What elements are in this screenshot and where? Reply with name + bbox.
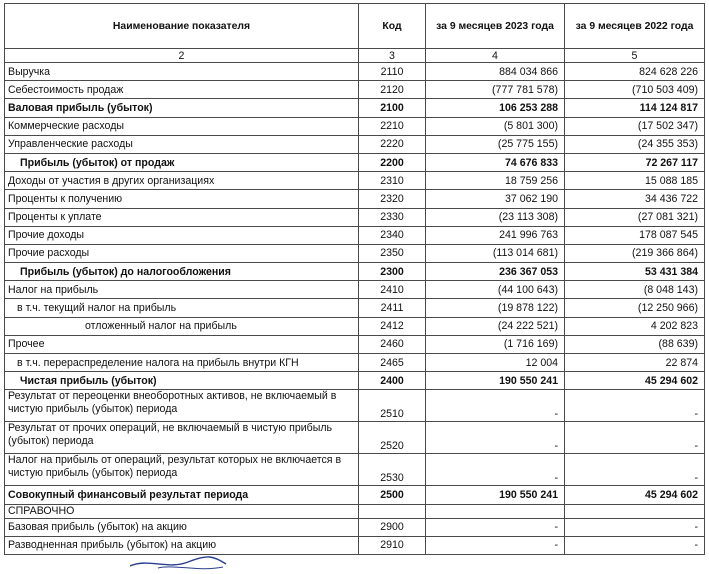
- row-value-2022: 178 087 545: [565, 226, 705, 244]
- row-value-2022: 45 294 602: [565, 486, 705, 504]
- row-value-2022: -: [565, 390, 705, 422]
- row-name: Налог на прибыль от операций, результат которых не включается в чистую прибыль (убыток) периода: [5, 454, 359, 486]
- row-name: Совокупный финансовый результат периода: [5, 486, 359, 504]
- row-name: Разводненная прибыль (убыток) на акцию: [5, 536, 359, 554]
- row-value-2022: (24 355 353): [565, 135, 705, 153]
- table-row: [5, 504, 705, 518]
- row-name: Управленческие расходы: [5, 135, 359, 153]
- row-code: 2310: [359, 172, 426, 190]
- row-value-2022: 34 436 722: [565, 190, 705, 208]
- row-name: Результат от прочих операций, не включаемый в чистую прибыль (убыток) периода: [5, 422, 359, 454]
- row-name: Прочее: [5, 335, 359, 353]
- income-statement-table: [4, 3, 705, 555]
- table-row: [5, 99, 705, 117]
- row-name: СПРАВОЧНО: [5, 504, 359, 518]
- row-value-2022: -: [565, 536, 705, 554]
- row-value-2023: 18 759 256: [426, 172, 565, 190]
- row-code: 2412: [359, 317, 426, 335]
- row-code: 2910: [359, 536, 426, 554]
- row-value-2023: (24 222 521): [426, 317, 565, 335]
- row-value-2022: 72 267 117: [565, 153, 705, 171]
- row-name: в т.ч. перераспределение налога на прибыль внутри КГН: [5, 354, 359, 372]
- row-value-2023: [426, 504, 565, 518]
- row-code: 2120: [359, 81, 426, 99]
- row-value-2023: (5 801 300): [426, 117, 565, 135]
- row-code: 2300: [359, 263, 426, 281]
- row-value-2022: (27 081 321): [565, 208, 705, 226]
- table-row: [5, 117, 705, 135]
- row-code: 2210: [359, 117, 426, 135]
- table-row: [5, 299, 705, 317]
- table-row: [5, 422, 705, 454]
- table-row: [5, 172, 705, 190]
- row-code: 2410: [359, 281, 426, 299]
- row-code: 2350: [359, 244, 426, 262]
- row-value-2022: 45 294 602: [565, 372, 705, 390]
- table-row: [5, 81, 705, 99]
- row-name: Доходы от участия в других организациях: [5, 172, 359, 190]
- row-value-2023: 74 676 833: [426, 153, 565, 171]
- table-row: [5, 390, 705, 422]
- row-value-2022: 15 088 185: [565, 172, 705, 190]
- row-code: 2220: [359, 135, 426, 153]
- row-code: 2520: [359, 422, 426, 454]
- column-number: 4: [426, 49, 565, 63]
- table-row: [5, 317, 705, 335]
- row-code: 2411: [359, 299, 426, 317]
- row-value-2023: (1 716 169): [426, 335, 565, 353]
- table-row: [5, 486, 705, 504]
- row-value-2023: -: [426, 536, 565, 554]
- row-name: в т.ч. текущий налог на прибыль: [5, 299, 359, 317]
- row-code: 2500: [359, 486, 426, 504]
- row-value-2022: 53 431 384: [565, 263, 705, 281]
- row-value-2023: (777 781 578): [426, 81, 565, 99]
- row-name: Прибыль (убыток) до налогообложения: [5, 263, 359, 281]
- table-row: [5, 335, 705, 353]
- row-value-2023: -: [426, 454, 565, 486]
- row-code: [359, 504, 426, 518]
- row-name: Валовая прибыль (убыток): [5, 99, 359, 117]
- row-name: Прочие расходы: [5, 244, 359, 262]
- row-value-2023: 37 062 190: [426, 190, 565, 208]
- row-name: Коммерческие расходы: [5, 117, 359, 135]
- row-name: Себестоимость продаж: [5, 81, 359, 99]
- header-row: [5, 4, 705, 49]
- row-value-2022: 4 202 823: [565, 317, 705, 335]
- table-row: [5, 263, 705, 281]
- row-value-2023: 190 550 241: [426, 372, 565, 390]
- row-code: 2530: [359, 454, 426, 486]
- table-row: [5, 190, 705, 208]
- table-row: [5, 354, 705, 372]
- row-name: Результат от переоценки внеоборотных активов, не включаемый в чистую прибыль (убыток) периода: [5, 390, 359, 422]
- row-name: отложенный налог на прибыль: [5, 317, 359, 335]
- row-value-2022: (12 250 966): [565, 299, 705, 317]
- row-value-2023: (19 878 122): [426, 299, 565, 317]
- row-code: 2400: [359, 372, 426, 390]
- row-code: 2510: [359, 390, 426, 422]
- row-name: Проценты к получению: [5, 190, 359, 208]
- row-code: 2465: [359, 354, 426, 372]
- row-value-2022: (219 366 864): [565, 244, 705, 262]
- row-value-2022: 114 124 817: [565, 99, 705, 117]
- header-code: Код: [359, 4, 426, 49]
- row-value-2022: (710 503 409): [565, 81, 705, 99]
- table-row: [5, 454, 705, 486]
- row-code: 2110: [359, 63, 426, 81]
- row-value-2023: (44 100 643): [426, 281, 565, 299]
- row-code: 2340: [359, 226, 426, 244]
- table-row: [5, 281, 705, 299]
- column-number: 2: [5, 49, 359, 63]
- row-value-2023: (23 113 308): [426, 208, 565, 226]
- row-name: Чистая прибыль (убыток): [5, 372, 359, 390]
- table-row: [5, 518, 705, 536]
- row-value-2022: (88 639): [565, 335, 705, 353]
- column-number-row: [5, 49, 705, 63]
- column-number: 3: [359, 49, 426, 63]
- row-code: 2330: [359, 208, 426, 226]
- row-name: Базовая прибыль (убыток) на акцию: [5, 518, 359, 536]
- header-2022: за 9 месяцев 2022 года: [565, 4, 705, 49]
- table-row: [5, 536, 705, 554]
- row-name: Налог на прибыль: [5, 281, 359, 299]
- header-name: Наименование показателя: [5, 4, 359, 49]
- row-value-2023: 106 253 288: [426, 99, 565, 117]
- row-value-2022: -: [565, 422, 705, 454]
- row-value-2022: -: [565, 518, 705, 536]
- row-value-2023: (25 775 155): [426, 135, 565, 153]
- row-code: 2460: [359, 335, 426, 353]
- table-row: [5, 226, 705, 244]
- table-row: [5, 372, 705, 390]
- column-number: 5: [565, 49, 705, 63]
- row-code: 2200: [359, 153, 426, 171]
- row-code: 2900: [359, 518, 426, 536]
- row-value-2023: 236 367 053: [426, 263, 565, 281]
- row-value-2022: 22 874: [565, 354, 705, 372]
- row-value-2023: 884 034 866: [426, 63, 565, 81]
- table-row: [5, 135, 705, 153]
- row-code: 2100: [359, 99, 426, 117]
- table-row: [5, 63, 705, 81]
- row-value-2022: (8 048 143): [565, 281, 705, 299]
- table-row: [5, 208, 705, 226]
- header-2023: за 9 месяцев 2023 года: [426, 4, 565, 49]
- table-row: [5, 244, 705, 262]
- row-value-2023: -: [426, 518, 565, 536]
- row-value-2022: 824 628 226: [565, 63, 705, 81]
- row-value-2023: -: [426, 422, 565, 454]
- row-value-2023: 12 004: [426, 354, 565, 372]
- row-value-2023: 190 550 241: [426, 486, 565, 504]
- row-name: Прочие доходы: [5, 226, 359, 244]
- row-value-2023: 241 996 763: [426, 226, 565, 244]
- row-name: Проценты к уплате: [5, 208, 359, 226]
- row-value-2023: -: [426, 390, 565, 422]
- row-value-2022: -: [565, 454, 705, 486]
- row-value-2023: (113 014 681): [426, 244, 565, 262]
- row-name: Прибыль (убыток) от продаж: [5, 153, 359, 171]
- table-row: [5, 153, 705, 171]
- row-name: Выручка: [5, 63, 359, 81]
- row-code: 2320: [359, 190, 426, 208]
- row-value-2022: (17 502 347): [565, 117, 705, 135]
- row-value-2022: [565, 504, 705, 518]
